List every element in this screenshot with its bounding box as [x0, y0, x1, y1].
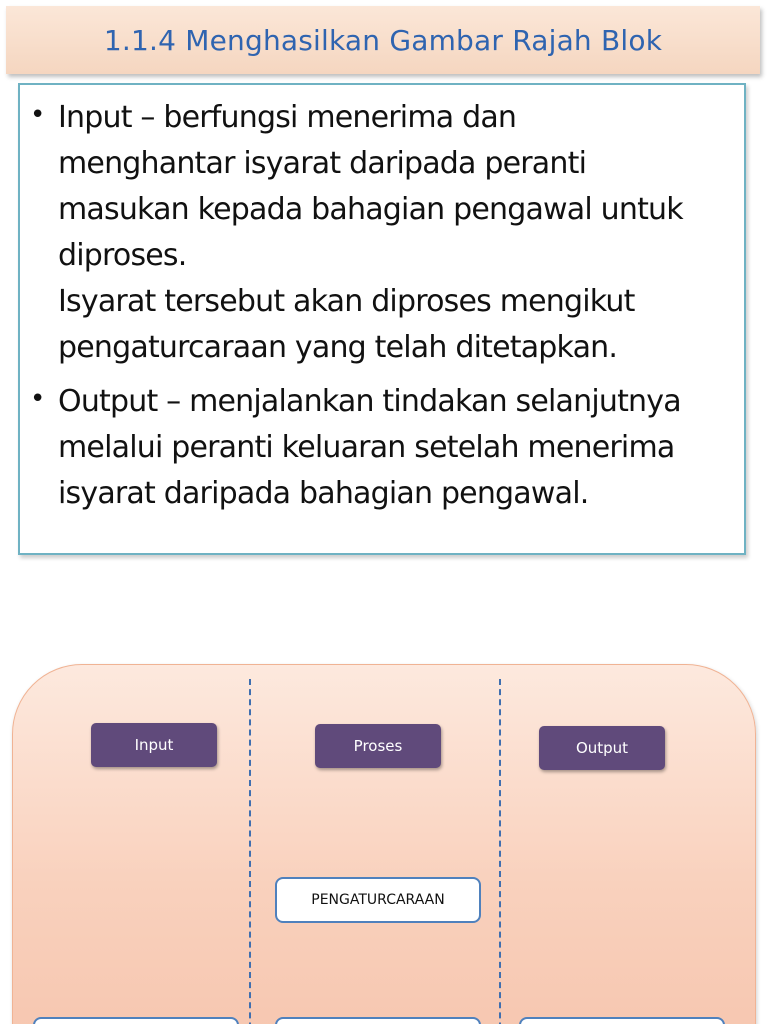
content-box	[18, 83, 746, 555]
bullet-line: isyarat daripada bahagian pengawal.	[58, 476, 589, 511]
bullet-list	[28, 95, 746, 525]
bullet-line: masukan kepada bahagian pengawal untuk	[58, 192, 683, 227]
bullet-line: menghantar isyarat daripada peranti	[58, 146, 587, 181]
column-divider-right	[499, 679, 501, 1024]
title-banner	[6, 6, 760, 74]
column-divider-left	[249, 679, 251, 1024]
header-input: Input	[91, 723, 217, 767]
output-device-box	[519, 1017, 725, 1024]
block-diagram	[12, 664, 756, 1024]
bullet-line: Output – menjalankan tindakan selanjutnya	[58, 384, 681, 419]
input-device-box	[33, 1017, 239, 1024]
slide-title: 1.1.4 Menghasilkan Gambar Rajah Blok	[103, 24, 663, 57]
controller-box	[275, 1017, 481, 1024]
header-output: Output	[539, 726, 665, 770]
bullet-line: diproses.	[58, 238, 187, 273]
process-box-pengaturcaraan: PENGATURCARAAN	[275, 877, 481, 923]
bullet-item-input	[28, 95, 746, 371]
bullet-line: Input – berfungsi menerima dan	[58, 100, 517, 135]
bullet-line: melalui peranti keluaran setelah menerima	[58, 430, 675, 465]
header-proses: Proses	[315, 724, 441, 768]
bullet-icon: •	[30, 384, 45, 414]
bullet-icon: •	[30, 100, 45, 130]
bullet-item-output	[28, 379, 746, 517]
bullet-line: Isyarat tersebut akan diproses mengikut	[58, 284, 635, 319]
bullet-line: pengaturcaraan yang telah ditetapkan.	[58, 330, 618, 365]
